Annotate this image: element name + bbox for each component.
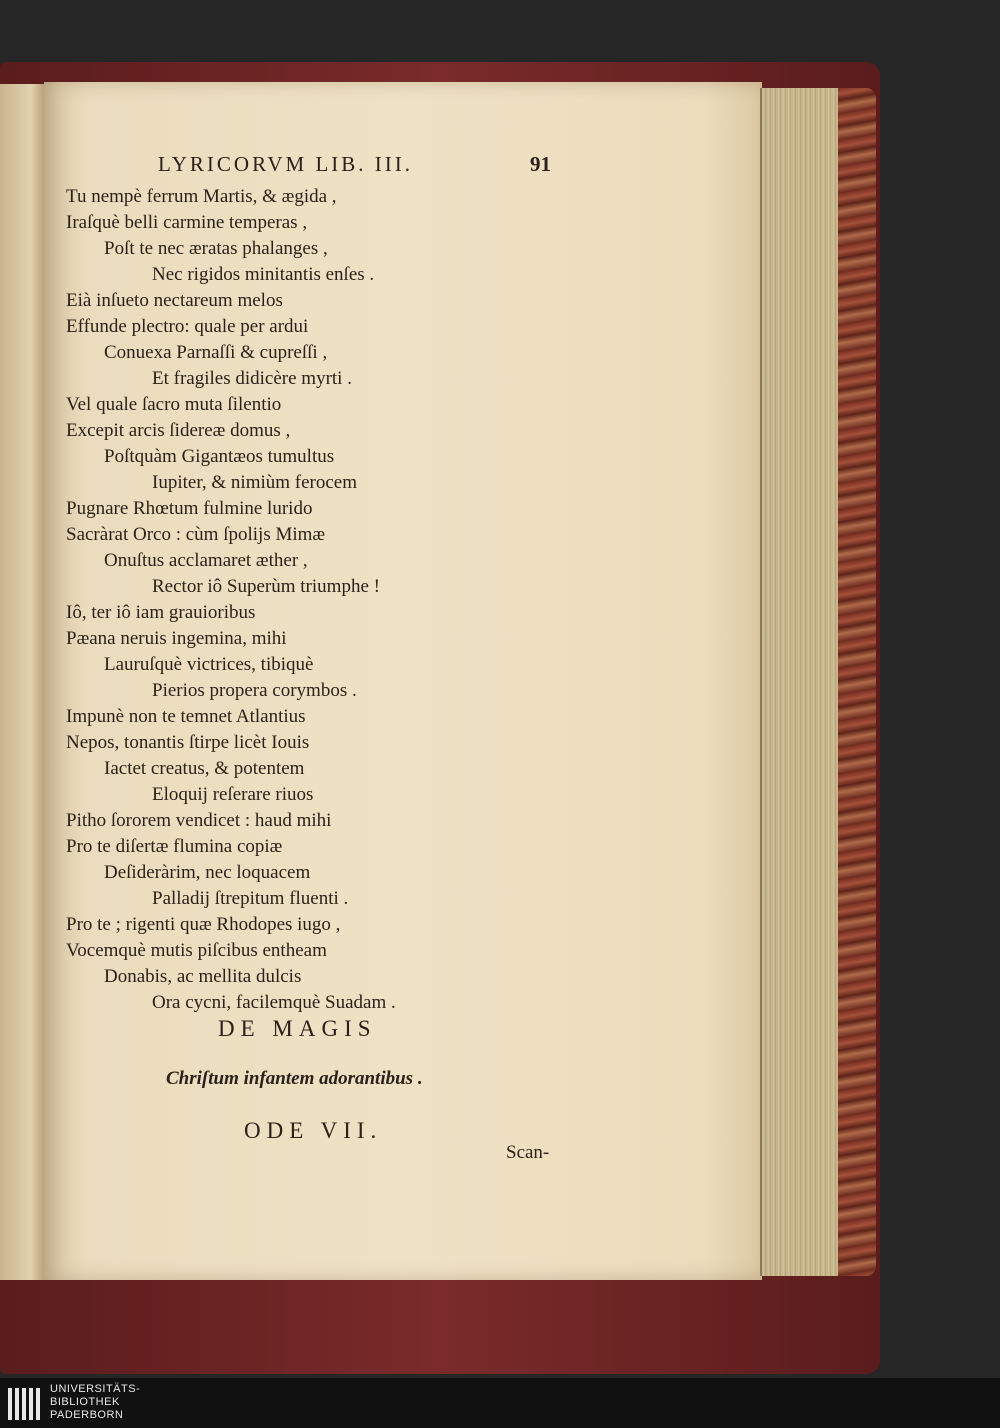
verse-line: Pugnare Rhœtum fulmine lurido (66, 498, 313, 519)
library-footer (0, 1378, 1000, 1428)
verse-line: Eloquij reſerare riuos (152, 784, 314, 805)
verse-line: Iactet creatus, & potentem (104, 758, 305, 779)
verse-line: Conuexa Parnaſſi & cupreſſi , (104, 342, 328, 363)
verse-line: Poſtquàm Gigantæos tumultus (104, 446, 335, 467)
verse-line: Ora cycni, facilemquè Suadam . (152, 992, 396, 1013)
verse-line: Iupiter, & nimiùm ferocem (152, 472, 358, 493)
running-head: LYRICORVM LIB. III. (158, 152, 414, 176)
page-number: 91 (530, 152, 551, 176)
verse-line: Nepos, tonantis ſtirpe licèt Iouis (66, 732, 310, 753)
verse-line: Poſt te nec æratas phalanges , (104, 238, 328, 259)
verse-line: Sacràrat Orco : cùm ſpolijs Mimæ (66, 524, 326, 545)
verse-line: Pæana neruis ingemina, mihi (66, 628, 287, 649)
verse-line: Pierios propera corymbos . (152, 680, 357, 701)
library-logo-icon (6, 1384, 46, 1424)
library-logo-text (50, 1383, 140, 1422)
verse-line: Lauruſquè victrices, tibiquè (104, 654, 314, 675)
verse-line: Onuſtus acclamaret æther , (104, 550, 308, 571)
verse-line: Pro te ; rigenti quæ Rhodopes iugo , (66, 914, 341, 935)
marbled-edge (838, 88, 876, 1276)
verse-line: Iraſquè belli carmine temperas , (66, 212, 308, 233)
verse-line: Palladij ſtrepitum fluenti . (152, 888, 349, 909)
verse-line: Tu nempè ferrum Martis, & ægida , (66, 186, 337, 207)
section-subheading: Chriſtum infantem adorantibus . (166, 1068, 423, 1089)
logo-line: UNIVERSITÄTS- (50, 1383, 141, 1395)
verse-line: Effunde plectro: quale per ardui (66, 316, 309, 337)
ode-title: ODE VII. (244, 1118, 383, 1143)
verse-line: Impunè non te temnet Atlantius (66, 706, 306, 727)
verse-line: Eià inſueto nectareum melos (66, 290, 283, 311)
verse-line: Vocemquè mutis piſcibus entheam (66, 940, 327, 961)
verse-line: Iô, ter iô iam grauioribus (66, 602, 256, 623)
verse-line: Et fragiles didicère myrti . (152, 368, 352, 389)
logo-line: BIBLIOTHEK (50, 1396, 120, 1408)
verse-line: Excepit arcis ſidereæ domus , (66, 420, 291, 441)
verse-line: Deſideràrim, nec loquacem (104, 862, 311, 883)
section-heading: DE MAGIS (218, 1016, 377, 1041)
verse-line: Vel quale ſacro muta ſilentio (66, 394, 282, 415)
left-page-edge (0, 84, 44, 1280)
verse-line: Pro te diſertæ flumina copiæ (66, 836, 283, 857)
verse-line: Rector iô Superùm triumphe ! (152, 576, 380, 597)
page-edges (760, 88, 842, 1276)
verse-line: Pitho ſororem vendicet : haud mihi (66, 810, 332, 831)
logo-line: PADERBORN (50, 1409, 124, 1421)
verse-line: Nec rigidos minitantis enſes . (152, 264, 375, 285)
catchword: Scan- (506, 1142, 550, 1163)
verse-line: Donabis, ac mellita dulcis (104, 966, 302, 987)
